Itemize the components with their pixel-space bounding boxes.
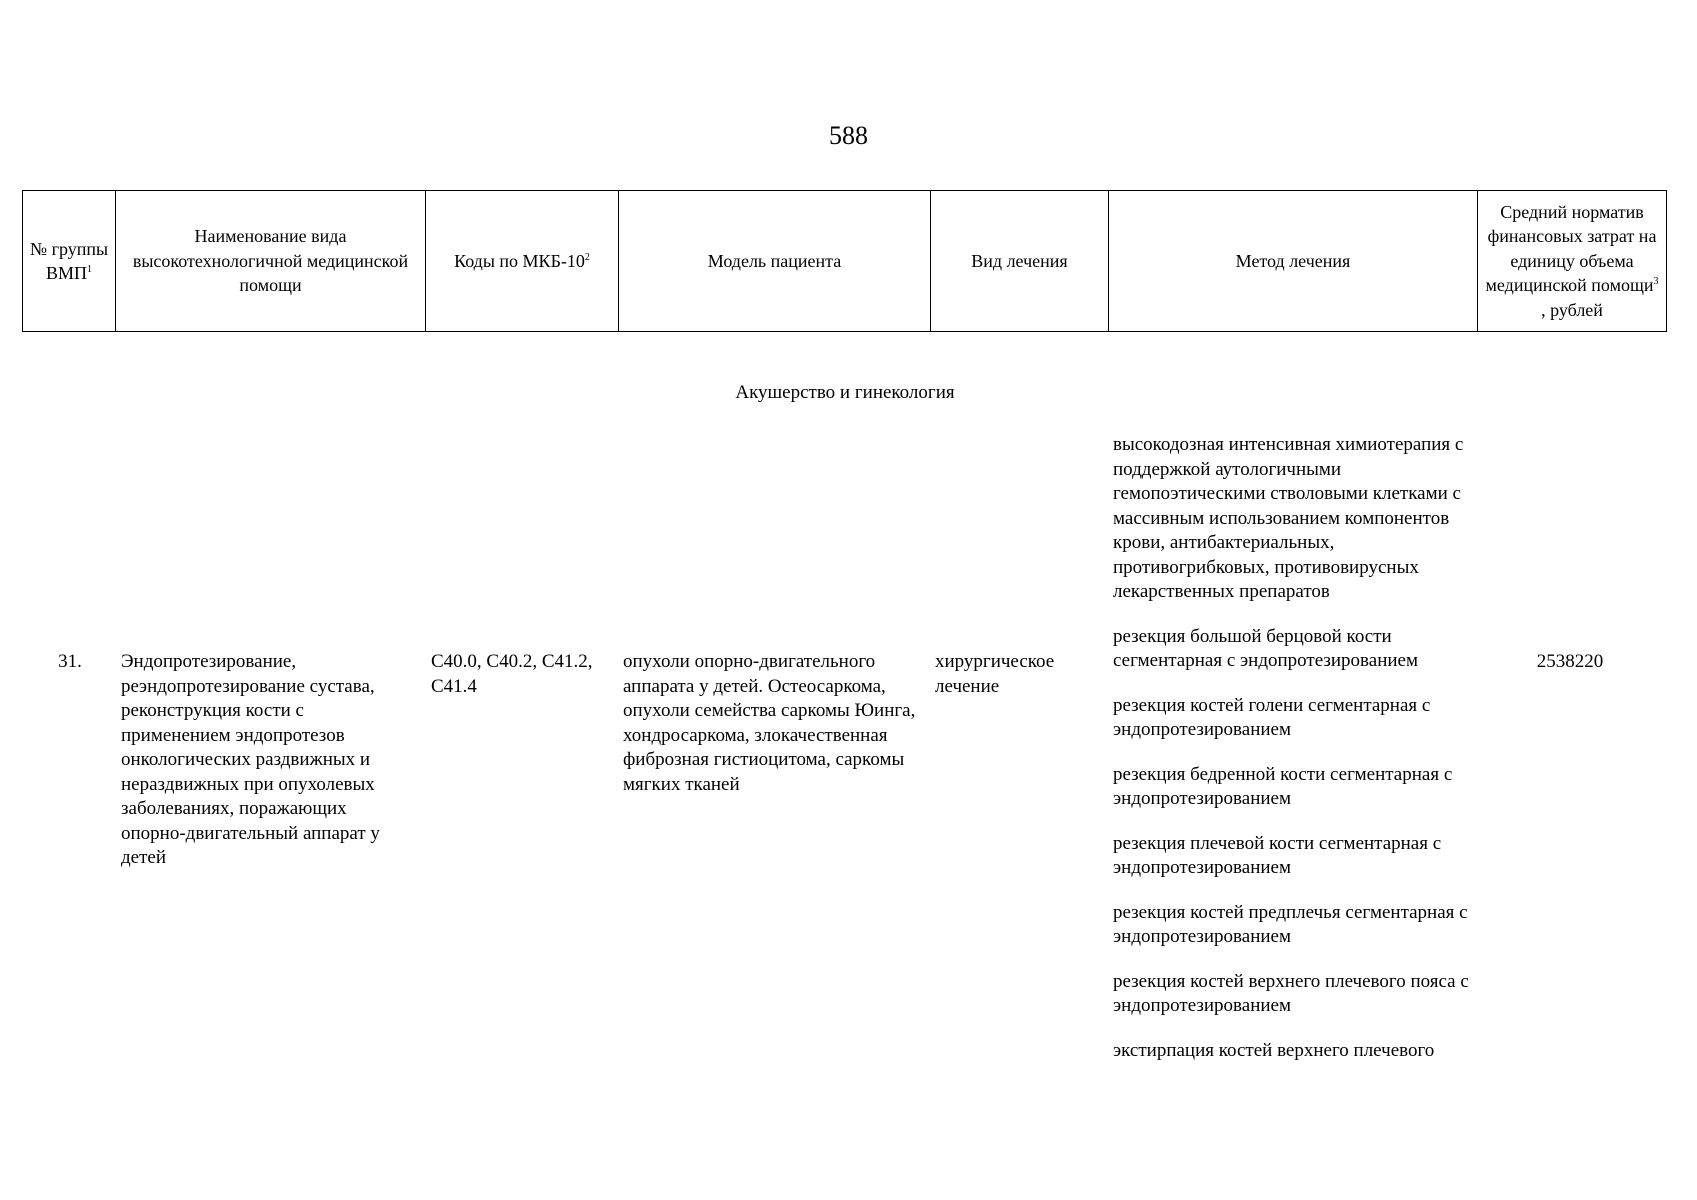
header-group-no: [23, 191, 116, 332]
header-icd-codes-text: Коды по МКБ-10: [454, 250, 585, 271]
header-patient-model: Модель пациента: [619, 191, 931, 332]
row-care-type: Эндопротезирование, реэндопротезирование сустава, реконструкция кости с применением эндопротезов онкологических раздвижных и нераздвижных при опухолевых заболеваниях, поражающих опорно-двигательный аппарат у детей: [121, 651, 380, 868]
header-care-type: Наименование вида высокотехнологичной медицинской помощи: [116, 191, 426, 332]
row-treatment-type: хирургическое лечение: [935, 651, 1055, 697]
row-patient-model: опухоли опорно-двигательного аппарата у детей. Остеосаркома, опухоли семейства саркомы Юинга, хондросаркома, злокачественная фиброзная гистиоцитома, саркомы мягких тканей: [623, 651, 916, 795]
header-icd-codes: [426, 191, 619, 332]
method-item: резекция бедренной кости сегментарная с эндопротезированием: [1113, 763, 1453, 809]
header-cost-norm: [1478, 191, 1667, 332]
header-cost-norm-suffix: , рублей: [1541, 299, 1603, 320]
method-list: [1113, 433, 1473, 1083]
footnote-2-marker: 2: [584, 251, 590, 263]
row-number: 31.: [58, 651, 82, 672]
method-item: резекция большой берцовой кости сегментарная с эндопротезированием: [1113, 625, 1419, 671]
method-item: экстирпация костей верхнего плечевого: [1113, 1039, 1435, 1061]
header-row: [23, 191, 1667, 332]
footnote-3-marker: 3: [1653, 276, 1659, 288]
method-item: резекция костей голени сегментарная с эндопротезированием: [1113, 694, 1431, 740]
section-title: Акушерство и гинекология: [735, 382, 955, 403]
header-treatment-type: Вид лечения: [931, 191, 1109, 332]
header-cost-norm-text: Средний норматив финансовых затрат на единицу объема медицинской помощи: [1485, 201, 1657, 296]
table-header: [22, 190, 1667, 332]
method-item: резекция костей предплечья сегментарная с эндопротезированием: [1113, 901, 1468, 947]
method-item: резекция костей верхнего плечевого пояса с эндопротезированием: [1113, 970, 1469, 1016]
row-cost: 2538220: [1536, 651, 1604, 672]
method-carryover: высокодозная интенсивная химиотерапия с поддержкой аутологичными гемопоэтическими стволовыми клетками с массивным использованием компонентов крови, антибактериальных, противогрибковых, противовирусных лекарственных препаратов: [1113, 434, 1464, 602]
footnote-1-marker: 1: [87, 264, 92, 275]
header-group-no-text: № группы ВМП: [29, 238, 109, 283]
page-number: 588: [829, 121, 868, 150]
header-treatment-method: Метод лечения: [1109, 191, 1478, 332]
row-icd-codes: C40.0, C40.2, C41.2, C41.4: [431, 651, 593, 697]
method-item: резекция плечевой кости сегментарная с эндопротезированием: [1113, 832, 1442, 878]
